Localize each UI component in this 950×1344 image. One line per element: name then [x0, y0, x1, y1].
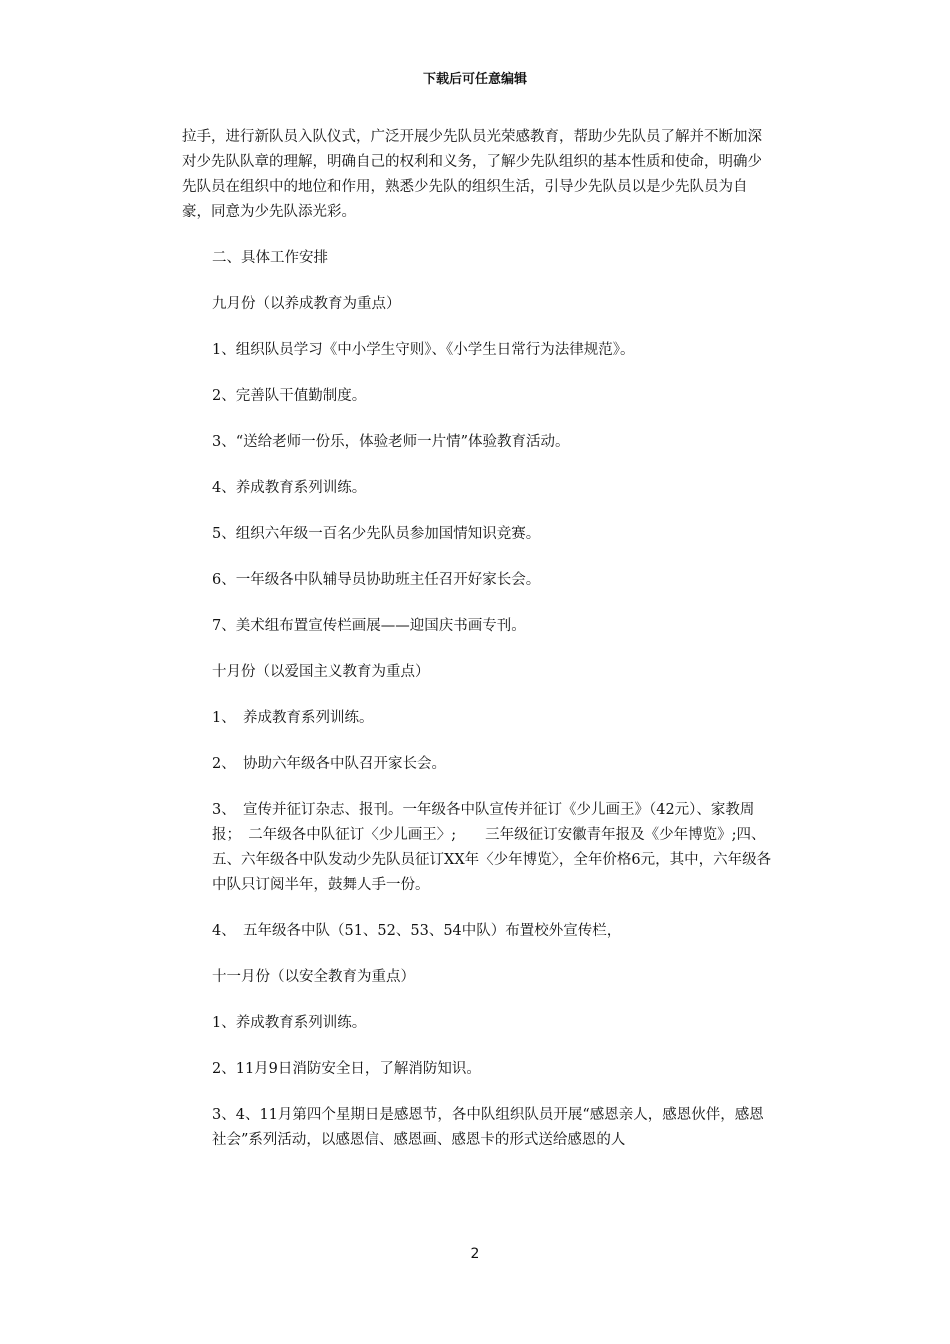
body-paragraph: 4、养成教育系列训练。: [212, 480, 367, 496]
body-paragraph: 九月份（以养成教育为重点）: [212, 296, 401, 312]
body-paragraph: 十一月份（以安全教育为重点）: [212, 969, 415, 985]
body-paragraph: 7、美术组布置宣传栏画展——迎国庆书画专刊。: [212, 618, 526, 634]
body-paragraph: 2、完善队干值勤制度。: [212, 388, 367, 404]
body-paragraph: 1、养成教育系列训练。: [212, 1015, 367, 1031]
body-paragraph: 3、4、11月第四个星期日是感恩节，各中队组织队员开展“感恩亲人，感恩伙伴，感恩社会”系列活动，以感恩信、感恩画、感恩卡的形式送给感恩的人: [212, 1107, 764, 1148]
body-paragraph: 4、 五年级各中队（51、52、53、54中队）布置校外宣传栏，: [212, 923, 622, 939]
body-paragraph: 2、 协助六年级各中队召开家长会。: [212, 756, 446, 772]
body-paragraph: 1、组织队员学习《中小学生守则》、《小学生日常行为法律规范》。: [212, 342, 635, 358]
body-paragraph: 十月份（以爱国主义教育为重点）: [212, 664, 430, 680]
body-paragraph: 6、一年级各中队辅导员协助班主任召开好家长会。: [212, 572, 541, 588]
body-paragraph: 拉手，进行新队员入队仪式，广泛开展少先队员光荣感教育，帮助少先队员了解并不断加深对少先队队章的理解，明确自己的权利和义务，了解少先队组织的基本性质和使命，明确少先队员在组织中的地位和作用，熟悉少先队的组织生活，引导少先队员以是少先队员为自豪，同意为少先队添光彩。: [182, 129, 762, 220]
page-number: 2: [470, 1246, 480, 1262]
body-paragraph: 1、 养成教育系列训练。: [212, 710, 374, 726]
body-paragraph: 5、组织六年级一百名少先队员参加国情知识竞赛。: [212, 526, 541, 542]
page-header: 下载后可任意编辑: [422, 72, 527, 87]
body-paragraph: 2、11月9日消防安全日，了解消防知识。: [212, 1061, 481, 1077]
document-body: [182, 125, 774, 1174]
body-paragraph: 二、具体工作安排: [212, 250, 328, 266]
body-paragraph: 3、“送给老师一份乐，体验老师一片情”体验教育活动。: [212, 434, 570, 450]
body-paragraph: 3、 宣传并征订杂志、报刊。一年级各中队宣传并征订《少儿画王》（42元）、家教周报； 二年级各中队征订〈少儿画王〉; 三年级征订安徽青年报及《少年博览》;四、五、六年级各中队发动少先队员征订XX年〈少年博览〉，全年价格6元，其中，六年级各中队只订阅半年，鼓舞人手一份。: [212, 802, 772, 893]
